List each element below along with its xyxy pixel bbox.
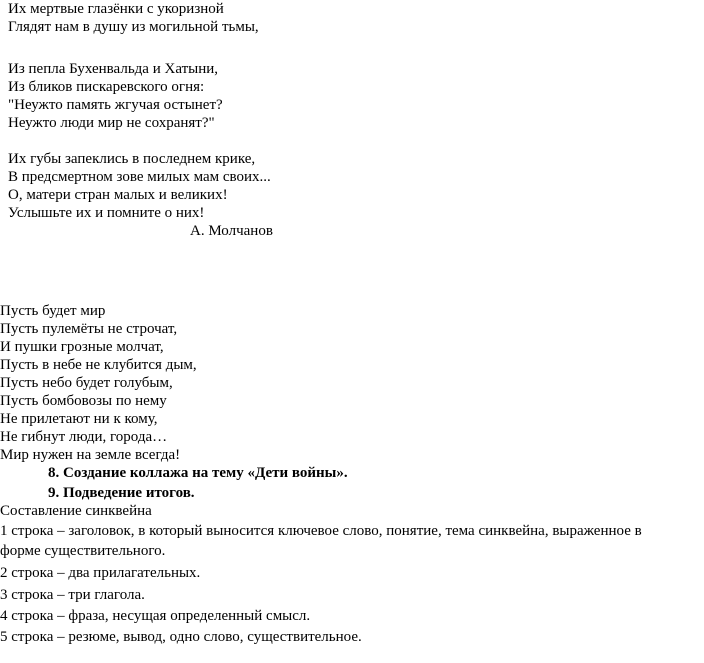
poem2-line-1: Пусть будет мир (0, 303, 106, 319)
poem1-line-4: Из бликов пискаревского огня: (8, 79, 205, 95)
poem2-line-4: Пусть в небе не клубится дым, (0, 357, 197, 373)
heading-item-8: 8. Создание коллажа на тему «Дети войны». (48, 465, 348, 481)
poem2-line-2: Пусть пулемёты не строчат, (0, 321, 178, 337)
poem1-line-6: Неужто люди мир не сохранят?" (8, 115, 215, 131)
poem2-line-5: Пусть небо будет голубым, (0, 375, 173, 391)
cinquain-line-1-cont: форме существительного. (0, 543, 166, 559)
poem1-line-3: Из пепла Бухенвальда и Хатыни, (8, 61, 219, 77)
cinquain-line-5: 5 строка – резюме, вывод, одно слово, существительное. (0, 629, 362, 645)
cinquain-line-2: 2 строка – два прилагательных. (0, 565, 201, 581)
heading-item-9: 9. Подведение итогов. (48, 485, 195, 501)
poem2-line-3: И пушки грозные молчат, (0, 339, 164, 355)
poem2-line-6: Пусть бомбовозы по нему (0, 393, 167, 409)
poem1-line-1: Их мертвые глазёнки с укоризной (8, 1, 224, 17)
cinquain-line-1: 1 строка – заголовок, в который выносится ключевое слово, понятие, тема синквейна, выраженное в (0, 523, 642, 539)
poem2-line-7: Не прилетают ни к кому, (0, 411, 158, 427)
cinquain-line-4: 4 строка – фраза, несущая определенный смысл. (0, 608, 311, 624)
poem1-line-5: "Неужто память жгучая остынет? (8, 97, 223, 113)
poem1-line-2: Глядят нам в душу из могильной тьмы, (8, 19, 259, 35)
poem2-line-8: Не гибнут люди, города… (0, 429, 168, 445)
poem2-line-9: Мир нужен на земле всегда! (0, 447, 181, 463)
poem1-line-10: Услышьте их и помните о них! (8, 205, 205, 221)
cinquain-line-3: 3 строка – три глагола. (0, 587, 145, 603)
poem1-line-9: О, матери стран малых и великих! (8, 187, 228, 203)
poem1-author: А. Молчанов (190, 223, 273, 239)
poem1-line-8: В предсмертном зове милых мам своих... (8, 169, 271, 185)
poem1-line-7: Их губы запеклись в последнем крике, (8, 151, 256, 167)
cinquain-title: Составление синквейна (0, 503, 152, 519)
